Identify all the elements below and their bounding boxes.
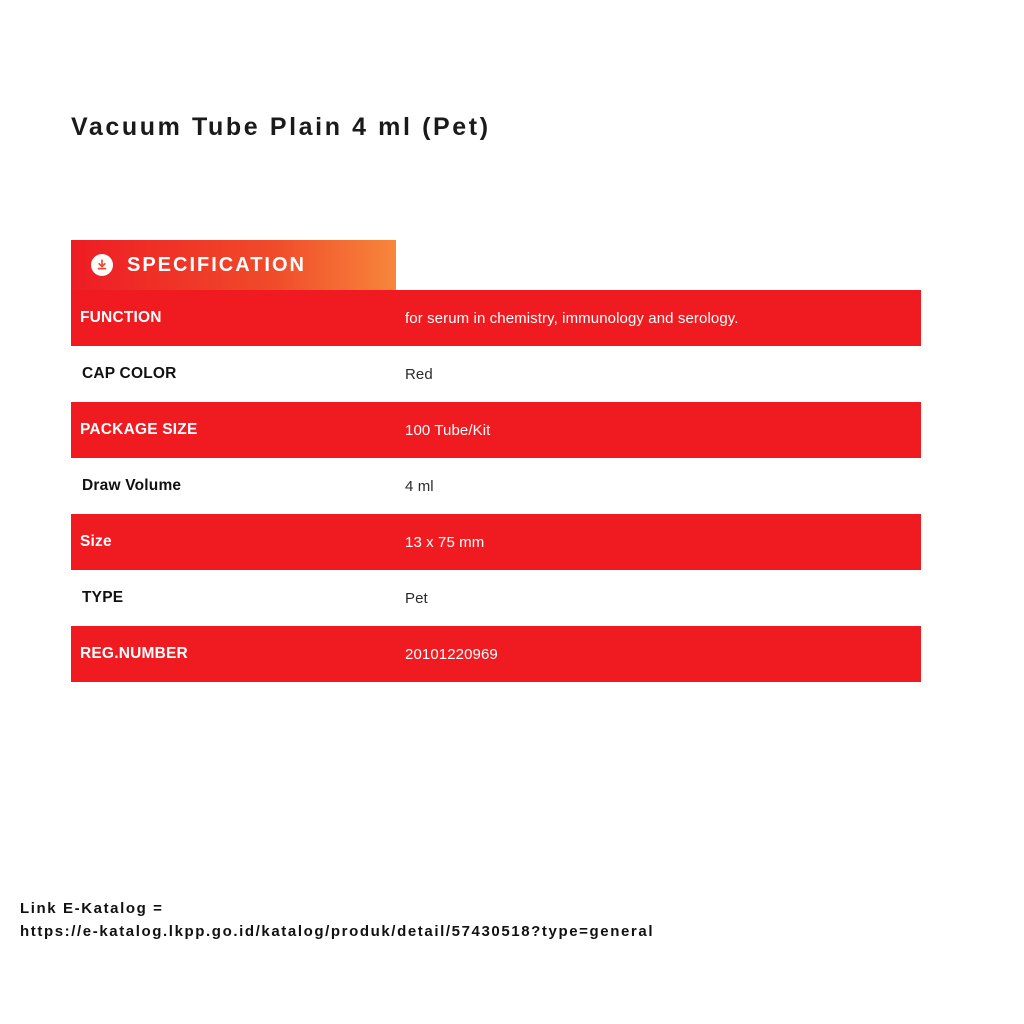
footer-link-url[interactable]: https://e-katalog.lkpp.go.id/katalog/produk/detail/57430518?type=general [20, 923, 655, 941]
footer-link-label: Link E-Katalog = [20, 900, 164, 917]
spec-key: REG.NUMBER [80, 645, 188, 662]
specification-table [71, 240, 921, 682]
table-row [71, 514, 921, 570]
table-row [71, 290, 921, 346]
spec-key: FUNCTION [80, 309, 162, 326]
spec-key: Size [80, 533, 112, 550]
table-row [71, 402, 921, 458]
download-circle-icon [91, 254, 113, 276]
table-row [71, 458, 921, 514]
spec-key: Draw Volume [82, 477, 182, 494]
spec-value: 13 x 75 mm [405, 533, 485, 551]
spec-value: 4 ml [405, 477, 434, 495]
specification-header [71, 240, 396, 290]
page-title: Vacuum Tube Plain 4 ml (Pet) [71, 113, 491, 141]
specification-header-label: SPECIFICATION [127, 253, 306, 276]
table-row [71, 346, 921, 402]
spec-value: for serum in chemistry, immunology and serology. [405, 309, 739, 327]
spec-key: PACKAGE SIZE [80, 421, 198, 438]
spec-key: CAP COLOR [82, 365, 177, 382]
spec-key: TYPE [82, 589, 124, 606]
spec-value: Red [405, 365, 433, 383]
spec-value: 100 Tube/Kit [405, 421, 491, 439]
footer-link-block [20, 897, 654, 944]
spec-value: 20101220969 [405, 645, 498, 663]
spec-value: Pet [405, 589, 428, 607]
table-row [71, 626, 921, 682]
table-row [71, 570, 921, 626]
